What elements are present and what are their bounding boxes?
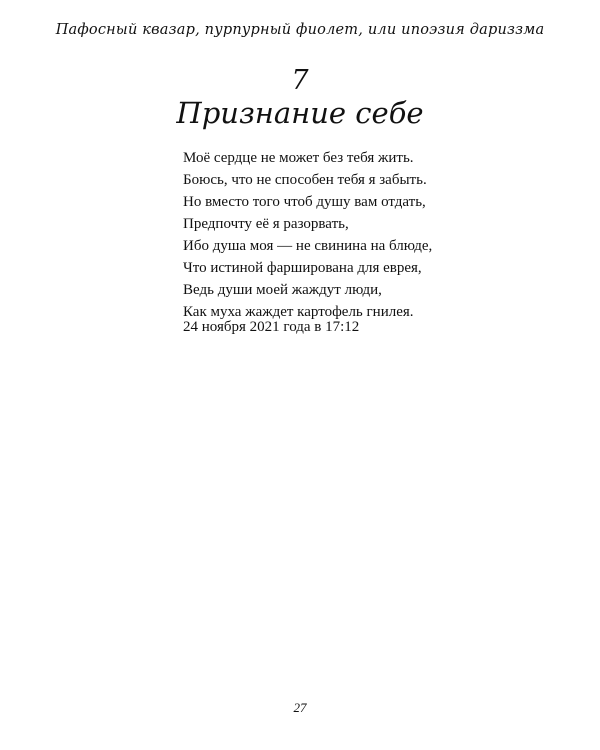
poem-line: Моё сердце не может без тебя жить. — [183, 150, 414, 166]
chapter-title: Признание себе — [176, 96, 424, 130]
poem-line: Ибо душа моя — не свинина на блюде, — [183, 238, 433, 254]
running-header: Пафосный квазар, пурпурный фиолет, или ипоэзия дариззма — [55, 22, 545, 38]
chapter-number: 7 — [291, 65, 309, 96]
poem-line: Но вместо того чтоб душу вам отдать, — [183, 194, 426, 210]
poem-line: Как муха жаждет картофель гнилея. — [183, 304, 414, 320]
page-number: 27 — [293, 700, 307, 715]
poem-line: Предпочту её я разорвать, — [183, 216, 349, 232]
poem-line: Что истиной фарширована для еврея, — [183, 260, 422, 276]
poem-line: Ведь души моей жаждут люди, — [183, 282, 382, 298]
poem-body — [183, 147, 503, 323]
poem-date: 24 ноября 2021 года в 17:12 — [183, 319, 360, 335]
poem-line: Боюсь, что не способен тебя я забыть. — [183, 172, 427, 188]
